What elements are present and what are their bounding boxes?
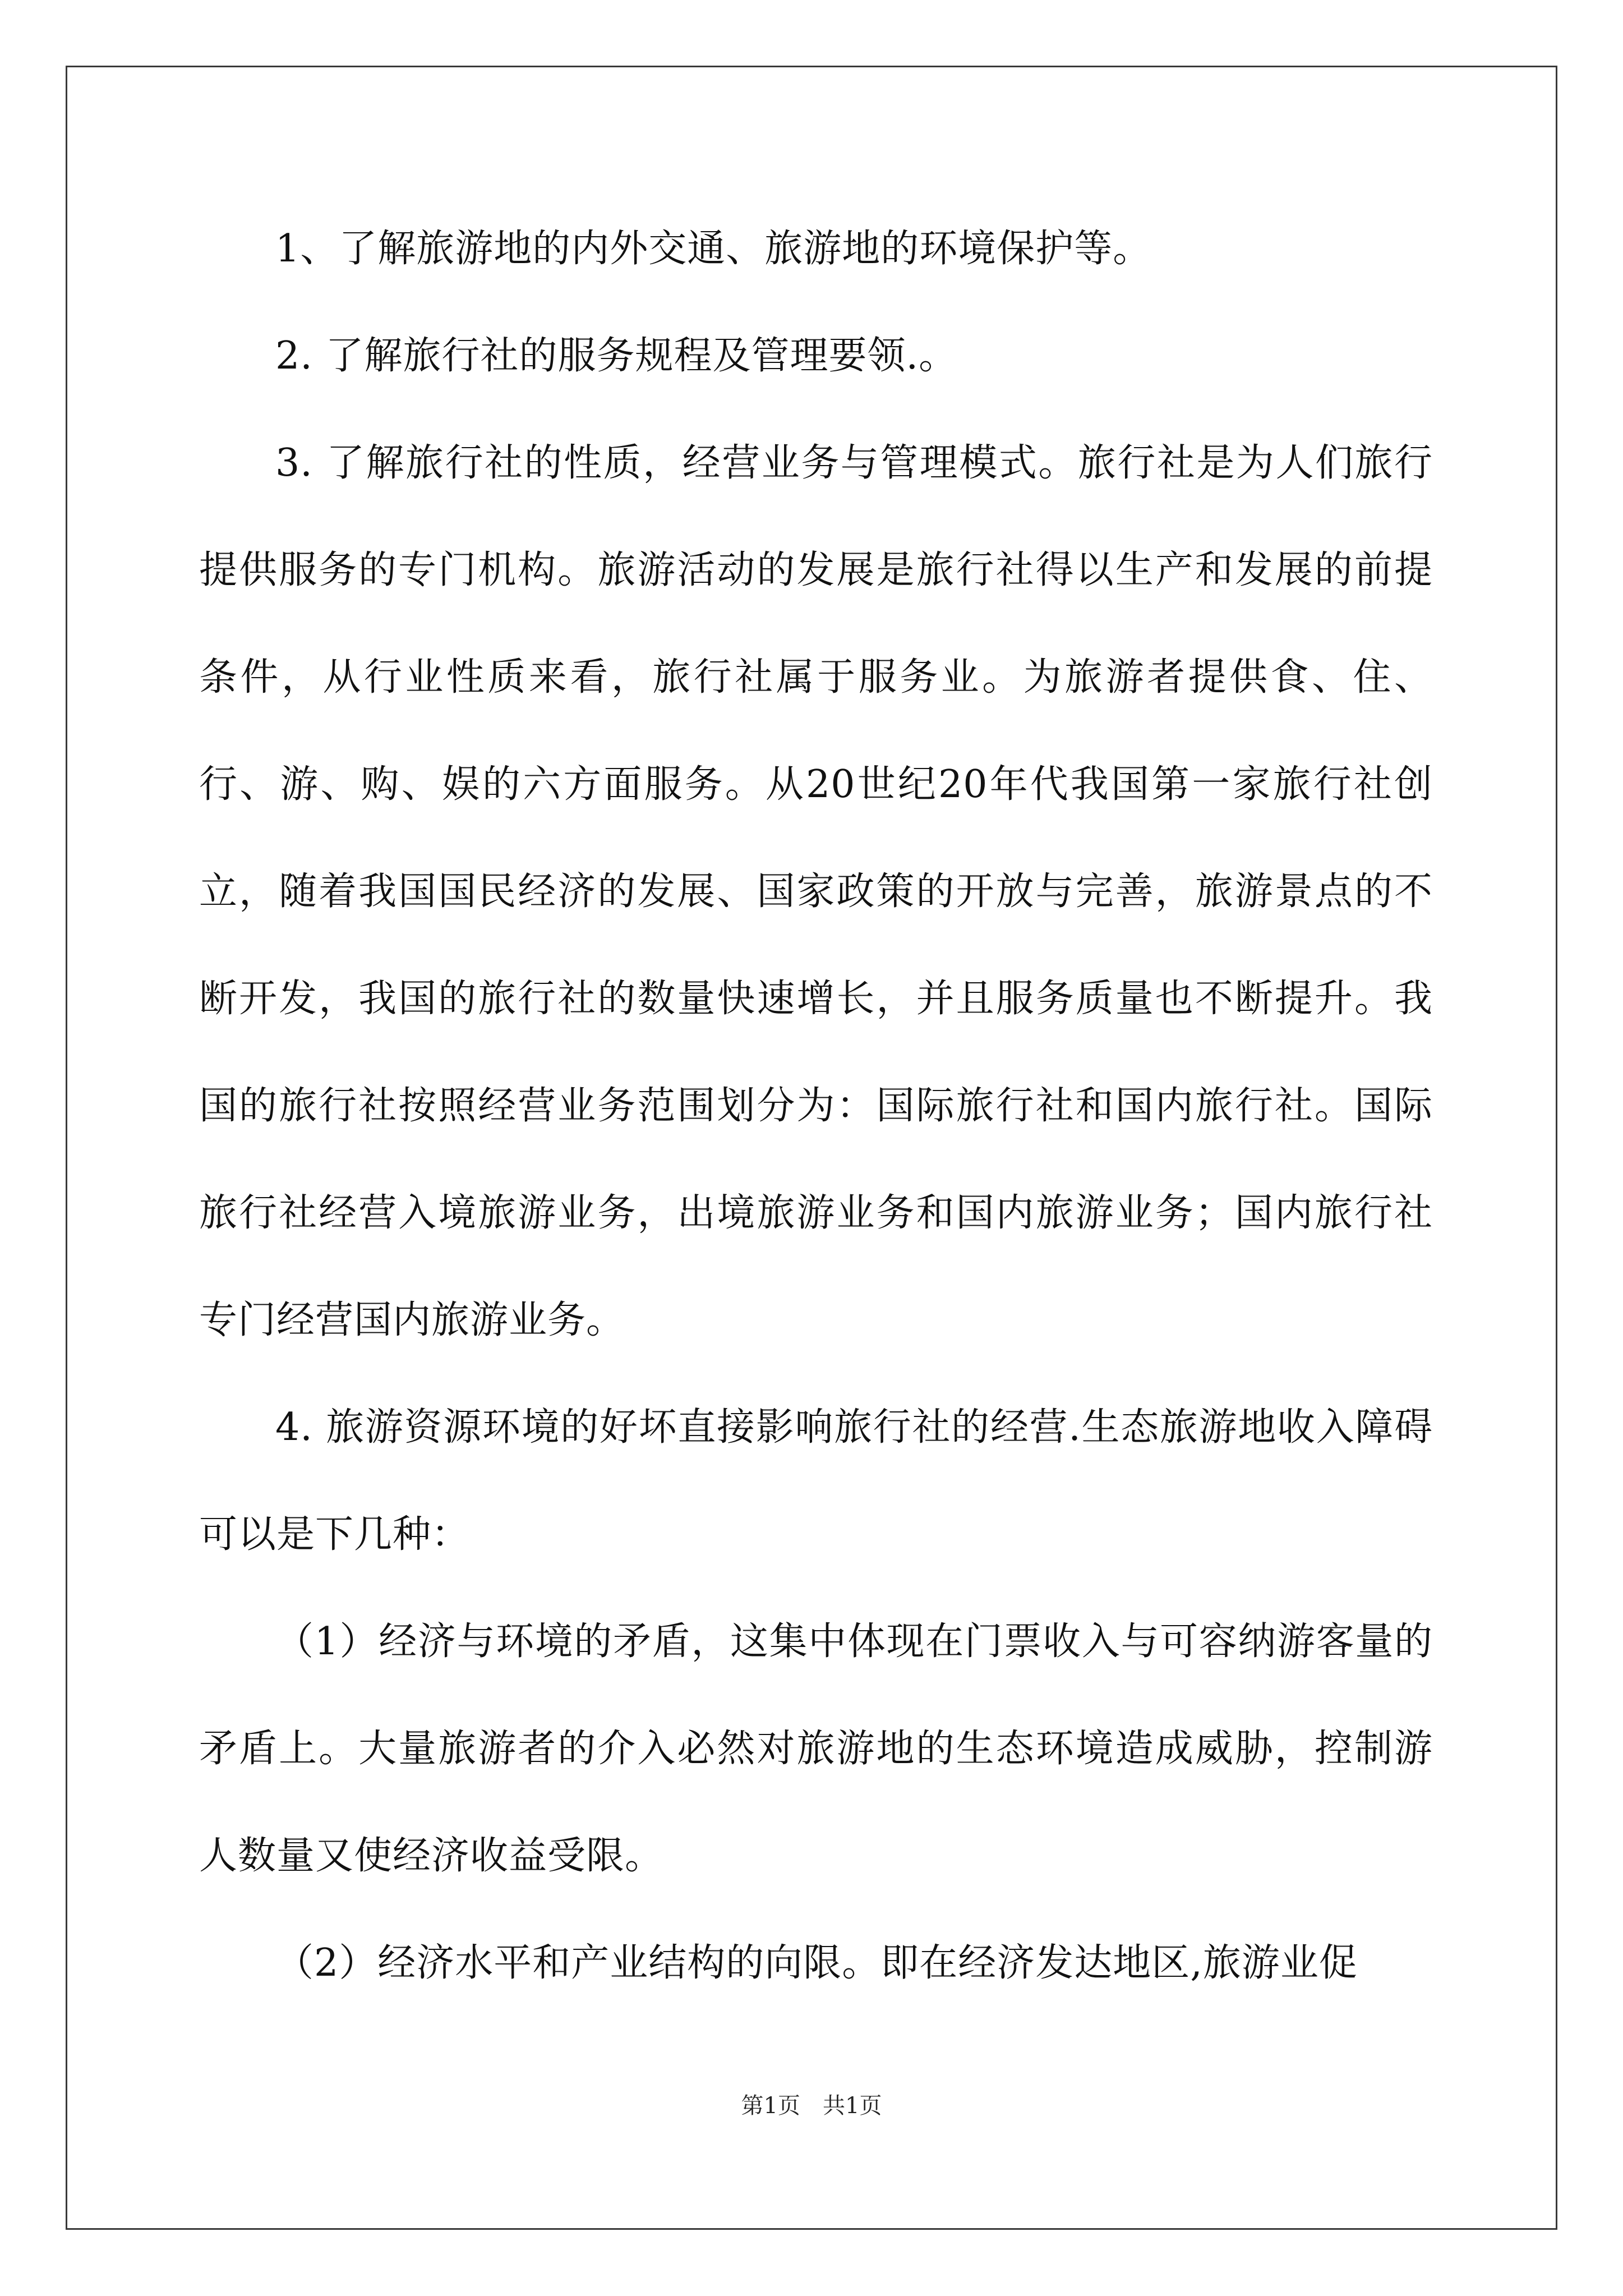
paragraph-5: （1）经济与环境的矛盾，这集中体现在门票收入与可容纳游客量的矛盾上。大量旅游者的介入必然对旅游地的生态环境造成威胁，控制游人数量又使经济收益受限。 (199, 1619, 1433, 1878)
paragraph-3: 3. 了解旅行社的性质，经营业务与管理模式。旅行社是为人们旅行提供服务的专门机构。旅游活动的发展是旅行社得以生产和发展的前提条件，从行业性质来看，旅行社属于服务业。为旅游者提供食、住、行、游、购、娱的六方面服务。从20世纪20年代我国第一家旅行社创立，随着我国国民经济的发展、国家政策的开放与完善，旅游景点的不断开发，我国的旅行社的数量快速增长，并且服务质量也不断提升。我国的旅行社按照经营业务范围划分为：国际旅行社和国内旅行社。国际旅行社经营入境旅游业务，出境旅游业务和国内旅游业务；国内旅行社专门经营国内旅游业务。 (199, 441, 1433, 1342)
document-body (199, 195, 1433, 2017)
paragraph-6: （2）经济水平和产业结构的向限。即在经济发达地区,旅游业促 (275, 1941, 1358, 1985)
page-footer: 第1页 共1页 (741, 2093, 882, 2119)
paragraph-2: 2. 了解旅行社的服务规程及管理要领.。 (275, 334, 958, 378)
paragraph-1: 1、了解旅游地的内外交通、旅游地的环境保护等。 (275, 227, 1152, 271)
paragraph-4: 4. 旅游资源环境的好坏直接影响旅行社的经营.生态旅游地收入障碍可以是下几种： (199, 1405, 1433, 1557)
